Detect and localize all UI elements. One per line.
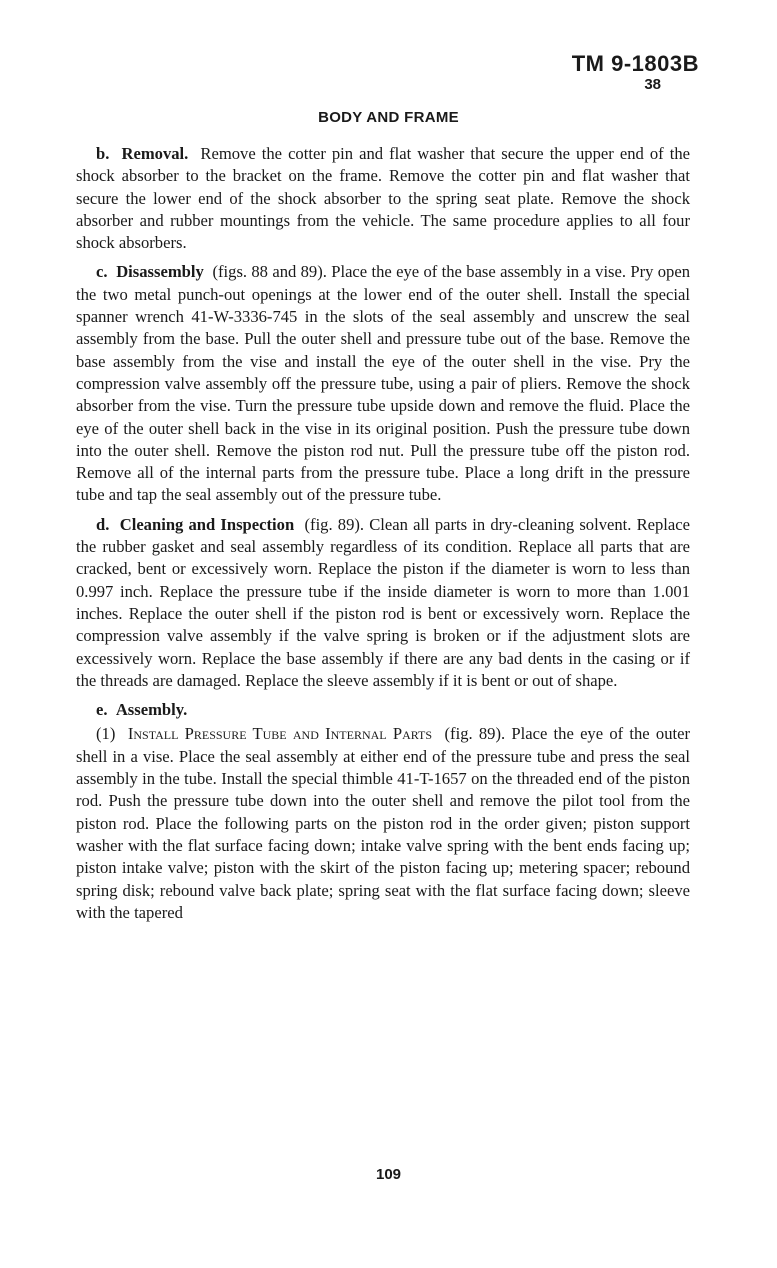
paragraph-title: Disassembly — [116, 262, 204, 282]
paragraph-title: Removal. — [121, 144, 189, 163]
paragraph-cleaning-inspection — [76, 514, 690, 692]
paragraph-title: Cleaning and Inspection — [119, 514, 295, 534]
tm-number: TM 9-1803B — [571, 51, 699, 76]
paragraph-label: d. — [96, 514, 110, 534]
paragraph-removal — [76, 143, 690, 254]
running-head: BODY AND FRAME — [318, 109, 459, 126]
document-id-block — [572, 52, 699, 93]
paragraph-text: (figs. 88 and 89). Place the eye of the base assembly in a vise. Pry open the two metal punch-out openings at the lower end of the outer shell. Install the special spanner wrench 41-W-3336-745 in the slots of the seal assembly and unscrew the seal assembly from the base. Pull the outer shell and pressure tube out of the base. Remove the base assembly from the vise and install the eye of the outer shell in the vise. Pry the compression valve assembly off the pressure tube, using a pair of pliers. Remove the shock absorber from the vise. Turn the pressure tube upside down and remove the fluid. Place the eye of the outer shell back in the vise in its original position. Push the pressure tube down into the outer shell. Remove the piston rod nut. Pull the pressure tube off the piston rod. Remove all of the internal parts from the pressure tube. Place a long drift in the pressure tube and tap the seal assembly out of the pressure tube. — [76, 262, 691, 505]
subparagraph-number: (1) — [96, 724, 116, 744]
paragraph-text: Remove the cotter pin and flat washer that secure the upper end of the shock absorber to the bracket on the frame. Remove the cotter pin and flat washer that secure the lower end of the shock absorber to the spring seat plate. Remove the shock absorber and rubber mountings from the vehicle. The same procedure applies to all four shock absorbers. — [76, 144, 690, 253]
subparagraph-text: (fig. 89). Place the eye of the outer shell in a vise. Place the seal assembly at either end of the pressure tube and press the seal assembly in the tube. Install the special thimble 41-T-1657 on the threaded end of the piston rod. Push the pressure tube down into the outer shell and remove the pilot tool from the piston rod. Place the following parts on the piston rod in the order given; piston support washer with the flat surface facing down; intake valve spring with the bent ends facing up; piston intake valve; piston with the skirt of the piston facing up; metering spacer; rebound spring disk; rebound valve back plate; spring seat with the flat surface facing down; sleeve with the tapered — [76, 724, 691, 922]
paragraph-text: (fig. 89). Clean all parts in dry-cleaning solvent. Replace the rubber gasket and seal assembly regardless of its condition. Replace all parts that are cracked, bent or excessively worn. Replace the piston if the diameter is worn to less than 0.997 inch. Replace the pressure tube if the inside diameter is worn to more than 1.001 inches. Replace the outer shell if the piston rod is bent or excessively worn. Replace the compression valve assembly if the valve spring is broken or if the adjustment slots are excessively worn. Replace the base assembly if there are any bad dents in the casing or if the threads are damaged. Replace the sleeve assembly if it is bent or out of shape. — [76, 514, 691, 690]
subparagraph-heading: Install Pressure Tube and Internal Parts — [127, 724, 433, 744]
paragraph-label: b. — [96, 144, 110, 163]
paragraph-assembly — [76, 699, 690, 721]
paragraph-title: Assembly. — [115, 700, 188, 720]
paragraph-label: e. — [96, 700, 108, 720]
page-number: 109 — [375, 1166, 402, 1183]
section-number: 38 — [644, 76, 661, 93]
paragraph-disassembly — [76, 261, 690, 506]
paragraph-label: c. — [96, 262, 108, 282]
page-body — [76, 143, 690, 931]
subparagraph-install-pressure-tube — [76, 723, 690, 924]
